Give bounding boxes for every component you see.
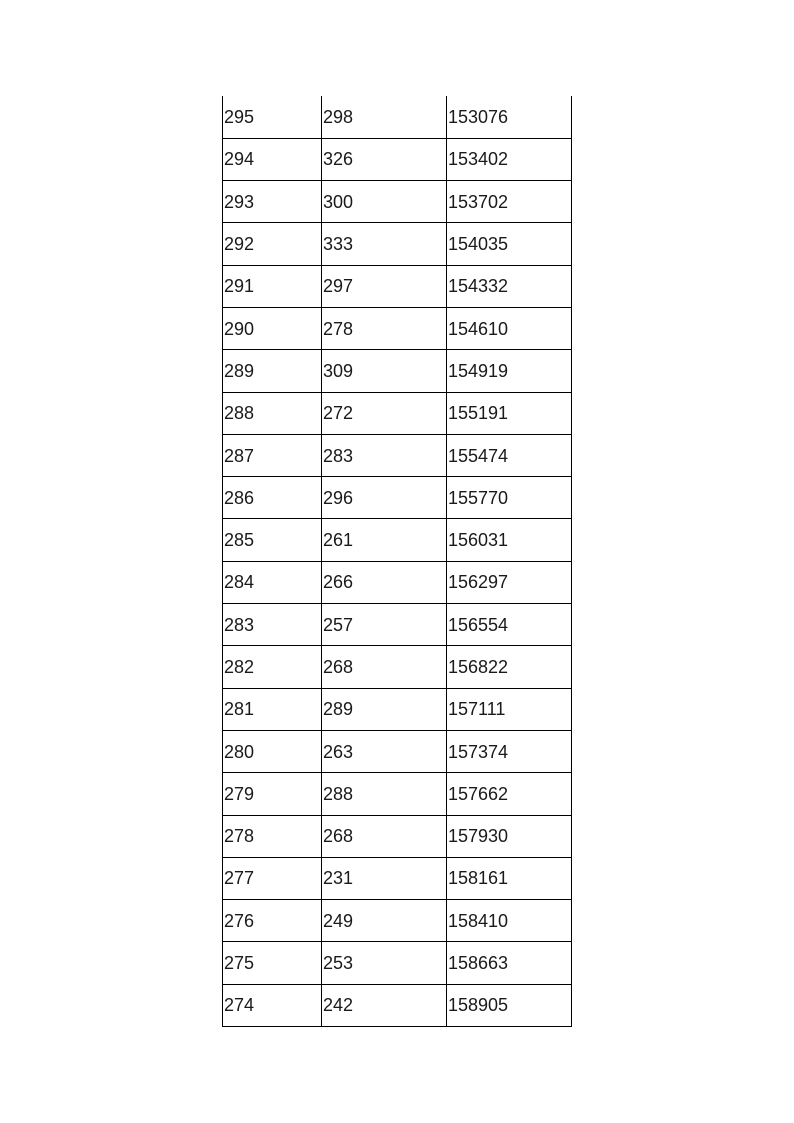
cumulative-cell: 157930 — [447, 815, 572, 857]
cumulative-cell: 158663 — [447, 942, 572, 984]
score-distribution-table — [222, 96, 572, 1027]
score-cell: 286 — [223, 477, 322, 519]
count-cell: 298 — [322, 96, 447, 138]
count-cell: 297 — [322, 265, 447, 307]
count-cell: 278 — [322, 307, 447, 349]
score-cell: 277 — [223, 857, 322, 899]
cumulative-cell: 154610 — [447, 307, 572, 349]
table-body — [223, 96, 572, 1027]
table-row — [223, 265, 572, 307]
score-cell: 280 — [223, 730, 322, 772]
score-cell: 289 — [223, 350, 322, 392]
score-cell: 290 — [223, 307, 322, 349]
table-row — [223, 688, 572, 730]
score-cell: 282 — [223, 646, 322, 688]
cumulative-cell: 153402 — [447, 138, 572, 180]
table-row — [223, 604, 572, 646]
count-cell: 257 — [322, 604, 447, 646]
table-row — [223, 223, 572, 265]
count-cell: 288 — [322, 773, 447, 815]
count-cell: 333 — [322, 223, 447, 265]
cumulative-cell: 157662 — [447, 773, 572, 815]
count-cell: 261 — [322, 519, 447, 561]
count-cell: 231 — [322, 857, 447, 899]
cumulative-cell: 157111 — [447, 688, 572, 730]
count-cell: 300 — [322, 181, 447, 223]
count-cell: 263 — [322, 730, 447, 772]
score-cell: 278 — [223, 815, 322, 857]
score-cell: 292 — [223, 223, 322, 265]
count-cell: 249 — [322, 900, 447, 942]
score-cell: 293 — [223, 181, 322, 223]
count-cell: 309 — [322, 350, 447, 392]
table-row — [223, 350, 572, 392]
cumulative-cell: 155770 — [447, 477, 572, 519]
count-cell: 253 — [322, 942, 447, 984]
count-cell: 268 — [322, 646, 447, 688]
table-row — [223, 307, 572, 349]
score-cell: 295 — [223, 96, 322, 138]
score-cell: 284 — [223, 561, 322, 603]
count-cell: 268 — [322, 815, 447, 857]
cumulative-cell: 155474 — [447, 434, 572, 476]
score-cell: 281 — [223, 688, 322, 730]
cumulative-cell: 157374 — [447, 730, 572, 772]
score-cell: 279 — [223, 773, 322, 815]
table-row — [223, 900, 572, 942]
score-cell: 275 — [223, 942, 322, 984]
score-cell: 285 — [223, 519, 322, 561]
score-cell: 288 — [223, 392, 322, 434]
count-cell: 242 — [322, 984, 447, 1026]
table-row — [223, 181, 572, 223]
cumulative-cell: 153076 — [447, 96, 572, 138]
count-cell: 296 — [322, 477, 447, 519]
table-row — [223, 138, 572, 180]
cumulative-cell: 155191 — [447, 392, 572, 434]
cumulative-cell: 154919 — [447, 350, 572, 392]
count-cell: 326 — [322, 138, 447, 180]
table-row — [223, 857, 572, 899]
cumulative-cell: 158161 — [447, 857, 572, 899]
score-cell: 287 — [223, 434, 322, 476]
cumulative-cell: 156822 — [447, 646, 572, 688]
table-row — [223, 434, 572, 476]
table-row — [223, 646, 572, 688]
cumulative-cell: 156031 — [447, 519, 572, 561]
count-cell: 272 — [322, 392, 447, 434]
score-cell: 276 — [223, 900, 322, 942]
cumulative-cell: 156297 — [447, 561, 572, 603]
score-cell: 283 — [223, 604, 322, 646]
count-cell: 289 — [322, 688, 447, 730]
table-row — [223, 477, 572, 519]
table-row — [223, 561, 572, 603]
count-cell: 283 — [322, 434, 447, 476]
table-row — [223, 392, 572, 434]
cumulative-cell: 154035 — [447, 223, 572, 265]
cumulative-cell: 154332 — [447, 265, 572, 307]
cumulative-cell: 153702 — [447, 181, 572, 223]
cumulative-cell: 156554 — [447, 604, 572, 646]
cumulative-cell: 158410 — [447, 900, 572, 942]
score-cell: 291 — [223, 265, 322, 307]
table-row — [223, 942, 572, 984]
table-row — [223, 96, 572, 138]
cumulative-cell: 158905 — [447, 984, 572, 1026]
score-cell: 294 — [223, 138, 322, 180]
table-row — [223, 815, 572, 857]
table-row — [223, 773, 572, 815]
score-cell: 274 — [223, 984, 322, 1026]
count-cell: 266 — [322, 561, 447, 603]
table-row — [223, 984, 572, 1026]
table-row — [223, 519, 572, 561]
table-row — [223, 730, 572, 772]
